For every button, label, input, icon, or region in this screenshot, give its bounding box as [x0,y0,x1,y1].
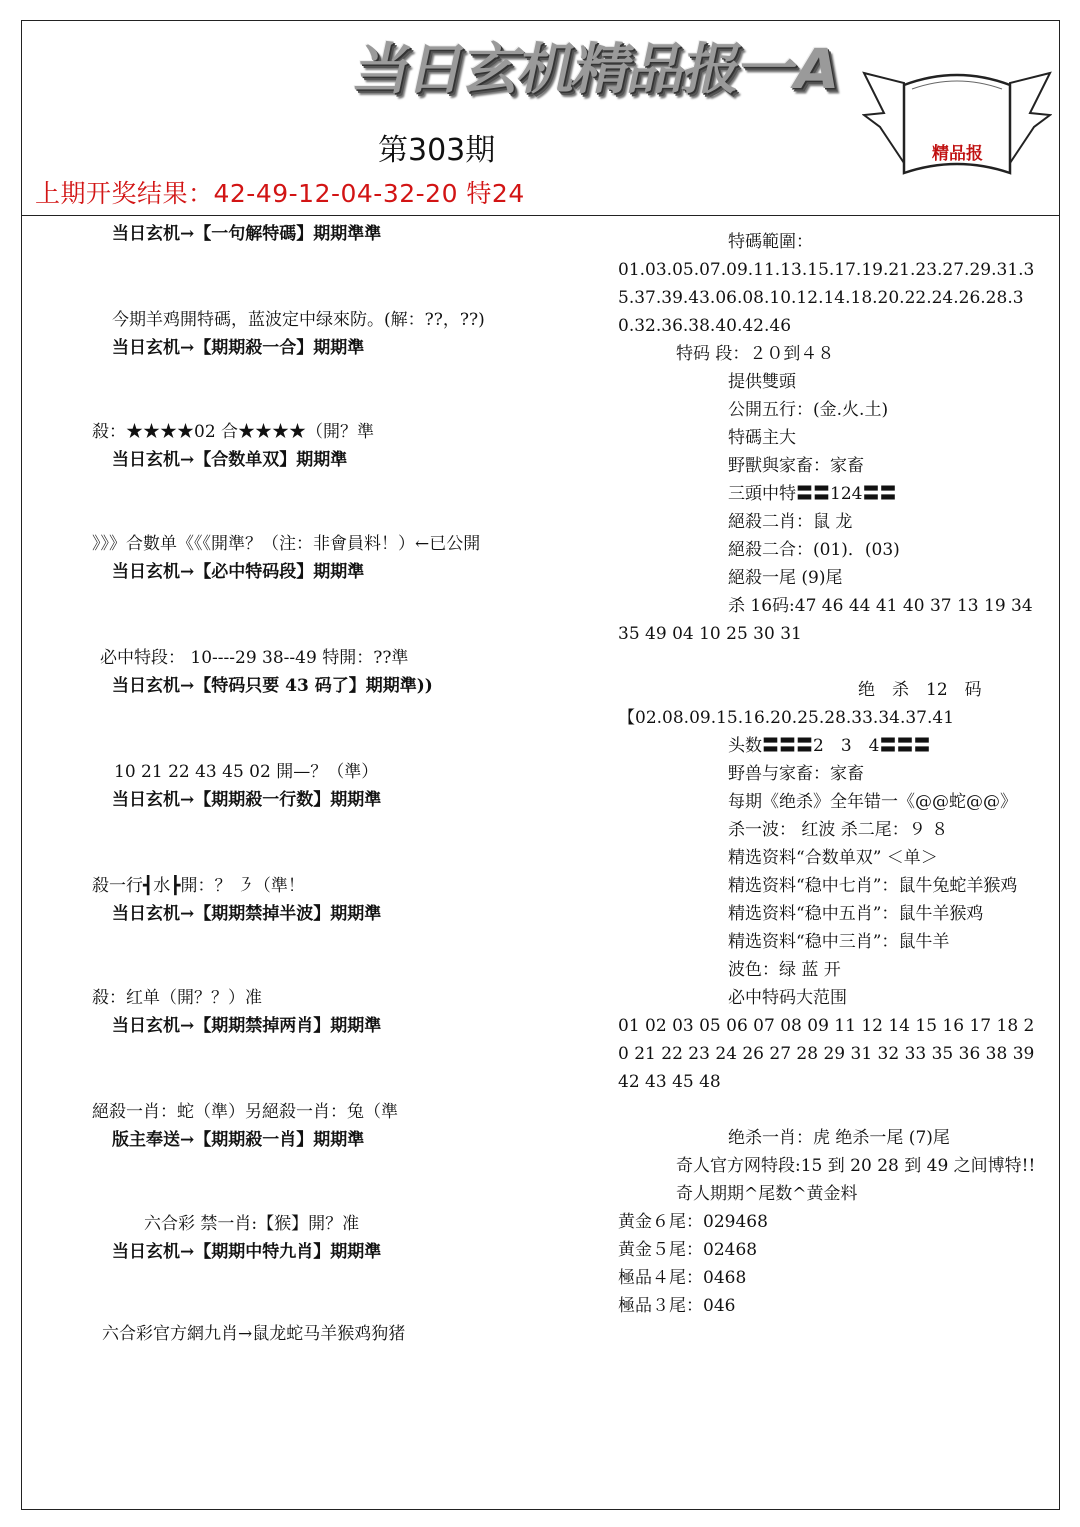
issue-number: 第303期 [378,133,496,168]
info-line: 精选资料“稳中七肖”：鼠牛兔蛇羊猴鸡 [728,876,1018,896]
info-line: 絕殺二合：(01)．(03) [728,540,900,560]
info-line: 奇人期期^尾数^黄金料 [676,1184,858,1204]
tip-text: 》》》合數单《《《開準？（注：非會員料！）←已公開 [92,534,481,554]
tip-text: 10 21 22 43 45 02 開—？（準） [114,762,379,782]
tip-heading: 当日玄机→【期期禁掉两肖】期期準 [112,1016,382,1036]
tip-block [92,984,381,1040]
info-line: 头数〓〓〓2 3 4〓〓〓 [728,736,931,756]
tip-text: 必中特段： 10----29 38--49 特開：??準 [100,648,409,668]
tip-block [92,530,480,586]
tip-block [92,1210,381,1266]
info-line: 绝杀一肖：虎 绝杀一尾 (7)尾 [728,1128,950,1148]
page-title: 当日玄机精品报一A [347,36,843,102]
tip-text: 絕殺一肖：蛇（準）另絕殺一肖：兔（準 [92,1102,398,1122]
info-line: 精选资料“稳中五肖”：鼠牛羊猴鸡 [728,904,984,924]
tip-heading: 当日玄机→【合数单双】期期準 [112,450,348,470]
info-line: 特碼主大 [728,428,796,448]
tip-block [92,306,485,362]
info-line: 公開五行：(金.火.土) [728,400,889,420]
info-line: 精选资料“合数单双” ＜单＞ [728,848,938,868]
tip-text: 今期羊鸡開特碼，蓝波定中绿來防。(解：??，??) [112,310,485,330]
tip-heading: 当日玄机→【特码只要 43 码了】期期準)) [112,676,433,696]
tip-text: 殺一行┫水┣開：？ ㇋（準！ [92,876,305,896]
header-divider [21,215,1060,216]
tip-text: 六合彩 禁一肖:【猴】開？准 [144,1214,360,1234]
info-line: 特碼範圍： [728,232,813,252]
last-draw-result: 上期开奖结果：42-49-12-04-32-20 特24 [35,179,525,208]
info-line: 特码 段：２０到４８ [676,344,835,364]
tip-heading: 当日玄机→【期期殺一行数】期期準 [112,790,382,810]
info-line: 01.03.05.07.09.11.13.15.17.19.21.23.27.29.31.35.37.39.43.06.08.10.12.14.18.20.22.24.26.28.30.32.36.38.40.42.46 [618,260,1035,336]
tip-block [92,220,381,248]
info-line: 每期《绝杀》全年错一《@@蛇@@》 [728,792,1017,812]
tip-heading: 当日玄机→【期期禁掉半波】期期準 [112,904,382,924]
info-line: 【02.08.09.15.16.20.25.28.33.34.37.41 [618,708,955,728]
tip-block [92,418,374,474]
tip-text: 六合彩官方網九肖→鼠龙蛇马羊猴鸡狗猪 [102,1324,406,1344]
info-line: 01 02 03 05 06 07 08 09 11 12 14 15 16 17 18 20 21 22 23 24 26 27 28 29 31 32 33 35 36 38 39 42 43 45 48 [618,1016,1035,1092]
tip-block [92,644,433,700]
tip-heading: 当日玄机→【期期殺一合】期期準 [112,338,365,358]
tip-text: 殺：★★★★02 合★★★★（開？準 [92,422,375,442]
tip-block [92,1098,398,1154]
ribbon-badge [862,55,1052,195]
info-line: 必中特码大范围 [728,988,847,1008]
info-line: 極品４尾：0468 [618,1268,747,1288]
info-line [618,1096,1038,1124]
info-line: 杀一波： 红波 杀二尾：９ ８ [728,820,949,840]
tip-heading: 当日玄机→【必中特码段】期期準 [112,562,365,582]
tip-block [92,1320,405,1348]
info-line: 黄金５尾：02468 [618,1240,758,1260]
tip-block [92,758,381,814]
tip-heading: 版主奉送→【期期殺一肖】期期準 [112,1130,365,1150]
tip-block [92,872,381,928]
info-line: 三頭中特〓〓124〓〓 [728,484,897,504]
tip-heading: 当日玄机→【一句解特碼】期期準準 [112,224,382,244]
info-line: 野獸與家畜：家畜 [728,456,864,476]
info-line: 黄金６尾：029468 [618,1212,768,1232]
info-line: 極品３尾：046 [618,1296,736,1316]
info-line: 奇人官方网特段:15 到 20 28 到 49 之间博特!! [676,1156,1036,1176]
right-column [618,228,1038,1320]
ribbon-icon [862,55,1052,195]
info-line: 提供雙頭 [728,372,796,392]
info-line [618,648,1038,676]
info-line: 波色：绿 蓝 开 [728,960,841,980]
info-line: 絕殺一尾 (9)尾 [728,568,843,588]
info-line: 绝 杀 12 码 [858,680,982,700]
tip-heading: 当日玄机→【期期中特九肖】期期準 [112,1242,382,1262]
tip-text: 殺：红单（開？？）准 [92,988,262,1008]
badge-label: 精品报 [932,144,983,164]
info-line: 野兽与家畜：家畜 [728,764,864,784]
info-line: 精选资料“稳中三肖”：鼠牛羊 [728,932,950,952]
info-line: 絕殺二肖：鼠 龙 [728,512,853,532]
info-line: 杀 16码:47 46 44 41 40 37 13 19 34 35 49 04 10 25 30 31 [618,596,1033,644]
